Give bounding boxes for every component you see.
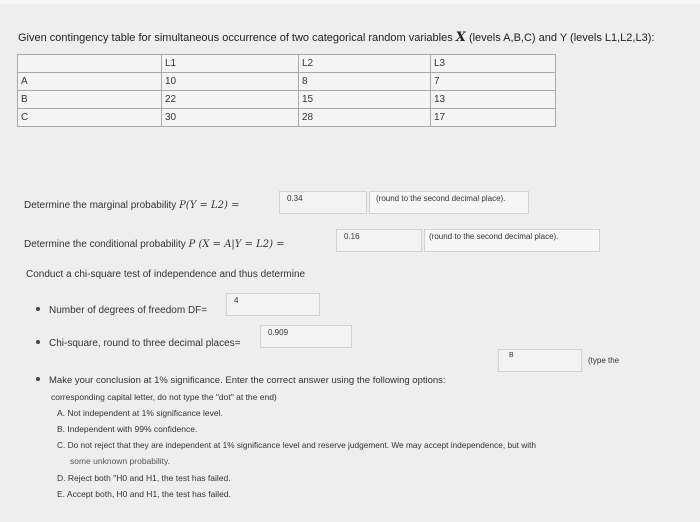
marginal-answer-value: 0.34 [287,194,303,203]
option-c-continued: some unknown probability. [70,456,171,466]
table-cell: 22 [162,91,299,109]
marginal-expression: P(Y = L2) = [179,200,240,211]
conditional-answer-value: 0.16 [344,232,360,241]
table-cell: 8 [299,73,431,91]
conditional-note: (round to the second decimal place). [424,229,600,252]
chi-square-answer-input[interactable] [260,325,352,348]
table-cell: 15 [299,91,431,109]
table-header-row [18,55,556,73]
conclusion-label: Make your conclusion at 1% significance. Enter the correct answer using the following options: [49,375,446,386]
bullet-icon [36,307,40,311]
conditional-answer-input[interactable] [336,229,422,252]
table-row-label: A [18,73,162,91]
table-cell: 7 [431,73,556,91]
marginal-question [24,200,240,211]
table-cell: 28 [299,109,431,127]
table-row-label: B [18,91,162,109]
table-header-cell: L2 [299,55,431,73]
conditional-expression: P (X = A|Y = L2) = [188,239,285,250]
conditional-label: Determine the conditional probability [24,239,189,250]
conclusion-item [36,375,446,386]
table-header-cell: L1 [162,55,299,73]
df-item [36,305,207,316]
option-c: C. Do not reject that they are independent at 1% significance level and reserve judgement. We may accept independence, but with [57,440,537,450]
marginal-answer-input[interactable] [279,191,367,214]
df-answer-input[interactable] [226,293,320,316]
bullet-icon [36,340,40,344]
contingency-table [17,54,556,127]
table-cell: 10 [162,73,299,91]
chi-square-label: Chi-square, round to three decimal places= [49,338,241,349]
conditional-question [24,239,285,250]
option-e: E. Accept both, H0 and H1, the test has failed. [57,489,231,499]
table-row [18,73,556,91]
table-row-label: C [18,109,162,127]
conclusion-answer-value: B [509,352,514,359]
table-cell: 17 [431,109,556,127]
marginal-note: (round to the second decimal place). [369,191,529,214]
df-label: Number of degrees of freedom DF= [49,305,208,316]
title-prefix: Given contingency table for simultaneous occurrence of two categorical random variables [18,32,456,44]
question-title [18,30,654,45]
table-cell: 13 [431,91,556,109]
conclusion-instruction: corresponding capital letter, do not type the "dot" at the end) [51,392,277,402]
table-header-cell: L3 [431,55,556,73]
table-header-cell [18,55,162,73]
table-row [18,91,556,109]
df-answer-value: 4 [234,296,239,305]
table-row [18,109,556,127]
type-note: (type the [588,356,620,365]
option-b: B. Independent with 99% confidence. [57,424,198,434]
marginal-label: Determine the marginal probability [24,200,180,211]
option-a: A. Not independent at 1% significance level. [57,408,223,418]
table-cell: 30 [162,109,299,127]
title-variable: X [455,30,466,45]
chi-square-answer-value: 0.909 [268,328,289,337]
top-strip [0,0,700,4]
conclusion-answer-input[interactable] [498,349,582,372]
option-d: D. Reject both "H0 and H1, the test has failed. [57,473,231,483]
title-suffix: (levels A,B,C) and Y (levels L1,L2,L3): [465,32,655,44]
chi-square-item [36,338,241,349]
chi-square-intro: Conduct a chi-square test of independence and thus determine [26,269,306,280]
bullet-icon [36,377,40,381]
